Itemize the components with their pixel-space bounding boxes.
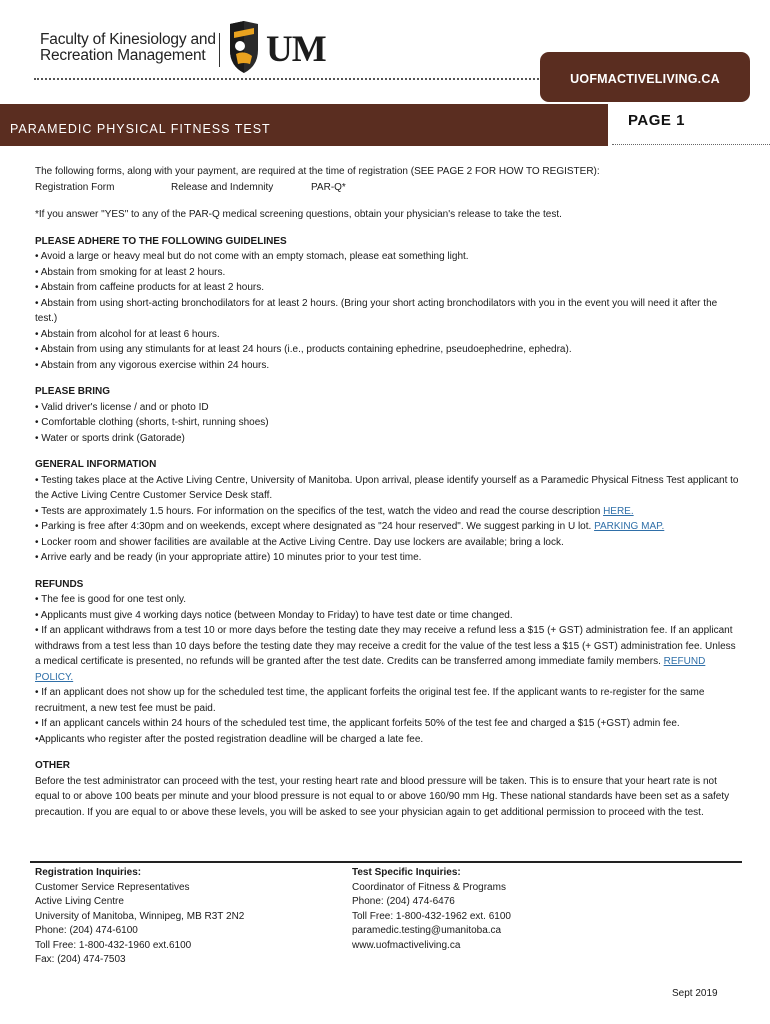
list-item: • Abstain from using short-acting bronchodilators for at least 2 hours. (Bring your short acting bronchodilators with you in the event you will need it after the test.) [35,297,718,324]
course-description-link[interactable]: HERE. [603,505,634,517]
contact-line: Toll Free: 1-800-432-1960 ext.6100 [35,939,192,951]
document-body [35,164,740,820]
list-item: • Applicants must give 4 working days notice (between Monday to Friday) to have test date or time changed. [35,609,513,621]
registration-inquiries [35,866,335,968]
list-item: • Arrive early and be ready (in your appropriate attire) 10 minutes prior to your test time. [35,552,422,563]
list-item: • Abstain from smoking for at least 2 hours. [35,266,226,278]
test-inquiries [352,866,652,953]
form-registration: Registration Form [35,181,115,193]
general-heading: GENERAL INFORMATION [35,459,157,470]
header-divider [219,33,220,67]
list-item: • If an applicant does not show up for the scheduled test time, the applicant forfeits the original test fee. If the applicant wants to re-register for the same recruitment, a new test fee must be paid. [35,687,705,714]
contact-line: Coordinator of Fitness & Programs [352,881,506,893]
revision-date: Sept 2019 [672,988,718,999]
list-item: • Valid driver's license / and or photo ID [35,401,209,413]
form-parq: PAR-Q* [311,181,346,193]
intro-text: The following forms, along with your payment, are required at the time of registration (SEE PAGE 2 FOR HOW TO REGISTER): [35,166,600,177]
contact-line: University of Manitoba, Winnipeg, MB R3T 2N2 [35,910,245,922]
contact-line: Phone: (204) 474-6476 [352,896,455,907]
guidelines-heading: PLEASE ADHERE TO THE FOLLOWING GUIDELINES [35,235,287,247]
form-release: Release and Indemnity [171,181,274,193]
list-item [35,519,740,535]
contact-line: Active Living Centre [35,896,124,907]
list-item: • If an applicant cancels within 24 hours of the scheduled test time, the applicant forfeits 50% of the test fee and charged a $15 (+GST) admin fee. [35,718,680,729]
list-item: • Locker room and shower facilities are available at the Active Living Centre. Day use lockers are available; bring a lock. [35,536,564,548]
website-link[interactable]: UOFMACTIVELIVING.CA [540,52,750,102]
contact-line: Toll Free: 1-800-432-1962 ext. 6100 [352,910,511,922]
faculty-name-line2: Recreation Management [40,47,206,64]
parq-note: *If you answer "YES" to any of the PAR-Q medical screening questions, obtain your physician's release to take the test. [35,209,562,220]
document-title: PARAMEDIC PHYSICAL FITNESS TEST [10,122,271,136]
website-url[interactable]: www.uofmactiveliving.ca [352,939,461,951]
registration-heading: Registration Inquiries: [35,867,142,878]
bring-heading: PLEASE BRING [35,386,111,397]
faculty-name [40,32,216,64]
list-item: •Applicants who register after the posted registration deadline will be charged a late fee. [35,733,424,745]
page-label: PAGE 1 [628,112,685,129]
other-text: Before the test administrator can proceed with the test, your resting heart rate and blood pressure will be taken. This is to ensure that your heart rate is not equal to or above 100 beats per minute and your blood pressure is not equal to or above 160/90 mm Hg. These national standards have been set as a safety precaution. If you are equal to or above these levels, you will be asked to see your physician again to get additional permission to proceed with the test. [35,775,730,818]
list-item: • Abstain from caffeine products for at least 2 hours. [35,282,264,293]
list-item: • Abstain from any vigorous exercise within 24 hours. [35,359,270,371]
refund-policy-link[interactable]: REFUND POLICY. [35,656,706,683]
list-item: • Avoid a large or heavy meal but do not come with an empty stomach, please eat something light. [35,251,469,262]
footer-divider [30,861,742,863]
list-item-text: • Parking is free after 4:30pm and on weekends, except where designated as "24 hour reserved". We suggest parking in U lot. [35,521,595,532]
refunds-heading: REFUNDS [35,578,84,590]
band-dotted-rule [612,144,770,145]
list-item: • Water or sports drink (Gatorade) [35,432,185,444]
list-item [35,623,740,685]
email-link[interactable]: paramedic.testing@umanitoba.ca [352,925,502,936]
contact-line: Phone: (204) 474-6100 [35,925,138,936]
um-crest-icon [226,20,262,74]
list-item: • Abstain from alcohol for at least 6 hours. [35,328,220,340]
list-item-text: • Tests are approximately 1.5 hours. For information on the specifics of the test, watch the video and read the course description [35,505,604,517]
list-item-text: • If an applicant withdraws from a test 10 or more days before the testing date they may receive a refund less a $15 (+ GST) administration fee. If an applicant withdraws from a test less than 10 days before the testing date they may receive a credit for the value of the test less a $15 (+ GST) administration fee. Unless a medical certificate is presented, no refunds will be granted after the test date. Credits can be transferred among immediate family members. [35,625,736,667]
header-dotted-rule [34,78,546,80]
parking-map-link[interactable]: PARKING MAP. [594,521,665,532]
contact-line: Fax: (204) 474-7503 [35,954,126,965]
contact-line: Customer Service Representatives [35,881,190,893]
title-band [0,104,608,146]
required-forms [35,180,740,196]
list-item: • Comfortable clothing (shorts, t-shirt, running shoes) [35,417,269,428]
list-item [35,504,740,520]
other-heading: OTHER [35,760,70,771]
um-logo-text: UM [266,29,326,70]
test-heading: Test Specific Inquiries: [352,867,461,878]
list-item: • Abstain from using any stimulants for at least 24 hours (i.e., products containing ephedrine, pseudoephedrine, ephedra). [35,344,572,355]
list-item: • The fee is good for one test only. [35,594,187,605]
list-item: • Testing takes place at the Active Living Centre, University of Manitoba. Upon arrival, please identify yourself as a Paramedic Physical Fitness Test applicant to the Active Living Centre Customer Service Desk staff. [35,474,739,501]
faculty-name-line1: Faculty of Kinesiology and [40,31,216,48]
